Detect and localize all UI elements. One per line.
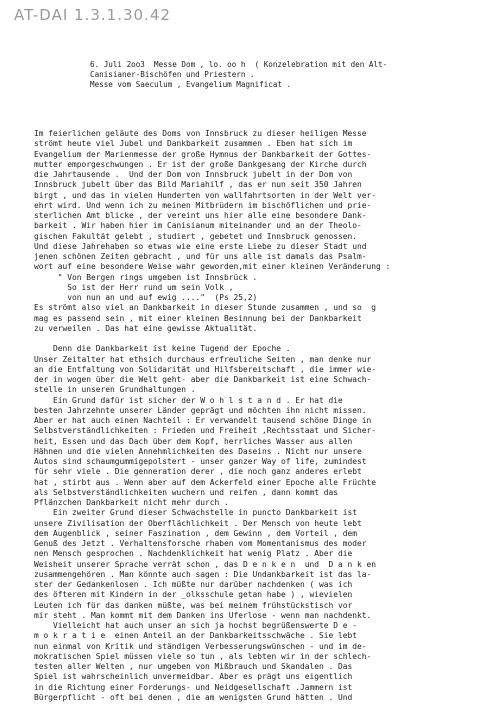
text-line: Ein Grund dafür ist sicher der W o h l s t a n d . Er hat die	[34, 395, 343, 405]
text-line: Es strömt also viel an Dankbarkeit in dieser Stunde zusammen , und so g	[34, 303, 377, 313]
text-line: Und diese Jahrehaben so etwas wie eine erste Liebe zu dieser Stadt und	[34, 241, 367, 251]
sermon-header	[90, 60, 387, 90]
sermon-body	[34, 129, 390, 703]
text-line: von nun an und auf ewig ...." (Ps 25,2)	[34, 293, 258, 302]
text-line: ehrt wird. Und wenn ich zu meinen Mitbrüdern im bischöflichen und prie-	[34, 200, 372, 210]
text-line: nen Mensch gesprochen . Nachdenklichkeit hat wenig Platz . Aber die	[34, 549, 353, 559]
text-line: m o k r a t i e einen Anteil an der Dankbarkeitsschwäche . Sie lebt	[34, 631, 358, 641]
archive-stamp: AT-DAI 1.3.1.30.42	[14, 6, 171, 24]
text-line: birgt , und das in vielen Hunderten von wallfahrtsorten in der Welt ver-	[34, 190, 377, 200]
text-line: in die Richtung einer Forderungs- und Neidgesellschaft .Jammern ist	[34, 682, 353, 692]
text-line: Evangelium der Marienmesse der große Hymnus der Dankbarkeit der Gottes-	[34, 149, 372, 159]
text-line: die Jahrtausende . Und der Dom von Innsbruck jubelt in der Dom von	[34, 170, 353, 179]
text-line: jenen schönen Zeiten gebracht , und für uns alle ist damals das Psalm-	[34, 252, 367, 261]
text-line: wort auf eine besondere Weise wahr geworden,mit einer kleinen Veränderung :	[34, 262, 391, 272]
text-line: Innsbruck jubelt über das Bild Mariahilf , das er nun seit 350 Jahren	[34, 180, 362, 190]
text-line: " Von Bergen rings umgeben ist Innsbrück .	[34, 272, 258, 282]
text-line: als Selbstverständlichkeiten wuchern und reifen , dann kommt das	[34, 487, 339, 497]
text-line: Messe vom Saeculum , Evangelium Magnificat .	[90, 80, 292, 89]
text-line: heit, Essen und das Dach über dem Kopf, herrliches Wasser aus allen	[34, 436, 353, 446]
text-line: zu verweilen . Das hat eine gewisse Aktualität.	[34, 323, 258, 333]
text-line: mokratischen Spiel müssen viele so tun , als lebten wir in der schlech-	[34, 651, 372, 661]
text-line: Canisianer-Bischöfen und Priestern .	[90, 70, 255, 79]
text-line: Im feierlichen geläute des Doms von Innsbruck zu dieser heiligen Messe	[34, 129, 367, 138]
text-line: Autos sind schaumgummigepolstert - unser ganzer Way of life, zumindest	[34, 457, 367, 466]
text-line: unsere Zivilisation der Oberflächlichkeit . Der Mensch von heute lebt	[34, 518, 362, 528]
text-line: Hähnen und die vielen Annehmlichkeiten des Daseins . Nicht nur unsere	[34, 446, 362, 456]
text-line: Ein zweiter Grund dieser Schwachstelle in puncto Dankbarkeit ist	[34, 508, 358, 518]
text-line: Aber er hat auch einen Nachteil : Er verwandelt tausend schöne Dinge in	[34, 416, 372, 425]
text-line: hat , stirbt aus . Wenn aber auf dem Ackerfeld einer Epoche alle Früchte	[34, 477, 377, 487]
text-line: strömt heute viel Jubel und Dankbarkeit zusammen . Eben hat sich im	[34, 139, 353, 149]
text-line: sterlichen Amt blicke , der vereint uns hier alle eine besondere Dank-	[34, 211, 367, 220]
text-line: gischen Fakultät gelebt , studiert , gebetet und Innsbruck genossen.	[34, 231, 358, 241]
text-line: dem Augenblick , seiner Faszination , dem Gewinn , dem Vorteil , dem	[34, 528, 358, 538]
text-line: Leuten ich für das danken müßte, was bei meinem frühstückstisch vor	[34, 600, 353, 610]
text-line: mag es passend sein , mit einer kleinen Besinnung bei der Dankbarkeit	[34, 313, 362, 323]
text-line	[34, 334, 390, 344]
text-line: Spiel ist wahrscheinlich unvermeidbar. Aber es prägt uns eigentlich	[34, 672, 353, 682]
text-line: des öfteren mit Kindern in der _olksschule getan habe ) , wievielen	[34, 590, 353, 600]
text-line: barkeit . Wir haben hier im Canisianum miteinander und an der Theolo-	[34, 221, 362, 231]
text-line: besten Jahrzehnte unserer Länder geprägt und möchten ihn nicht missen.	[34, 405, 367, 415]
text-line: an die Entfaltung von Solidarität und Hilfsbereitschaft , die immer wie-	[34, 364, 377, 374]
text-line: mutter emporgeschwungen . Er ist der große Dankgesang der Kirche durch	[34, 159, 367, 169]
text-line: mir steht . Man kommt mit dem Danken ins Uferlose - wenn man nachdenkt.	[34, 610, 372, 620]
text-line: 6. Juli 2oo3 Messe Dom , lo. oo h ( Konzelebration mit den Alt-	[90, 60, 388, 69]
text-line: Denn die Dankbarkeit ist keine Tugend der Epoche .	[34, 344, 291, 354]
text-line: Weisheit unserer Sprache verrät schon , das D e n k e n und D a n k en	[34, 559, 377, 569]
text-line: ster der Gedankenlosen . Ich müßte nur darüber nachdenken ( was ich	[34, 580, 353, 589]
text-line: Vielleicht hat auch unser an sich ja hochst begrüßenswerte D e -	[34, 621, 358, 630]
text-line: der in wogen über die Welt geht- aber die Dankbarkeit ist eine Schwach-	[34, 375, 372, 384]
text-line: für sehr viele . Die genneration derer , die noch ganz anderes erlebt	[34, 467, 362, 477]
text-line: stelle in unseren Grundhaltungen .	[34, 385, 196, 395]
text-line: Pflänzchen Dankbarkeit nicht mehr durch .	[34, 498, 229, 507]
text-line: So ist der Herr rund um sein Volk ,	[34, 282, 234, 292]
text-line: nun einmal von Kritik und ständigen Verbesserungswünschen - und im de-	[34, 641, 367, 651]
text-line: Unser Zeitalter hat ethsich durchaus erfreuliche Seiten , man denke nur	[34, 354, 372, 364]
text-line: testen aller Welten , nur umgeben von Mißbrauch und Skandalen . Das	[34, 662, 353, 671]
text-line: zusammengehören . Man könnte auch sagen : Die Undankbarkeit ist das la-	[34, 569, 372, 579]
text-line: Genuß des Jetzt . Verhaltensforsche rhaben vom Momentanismus des moder	[34, 539, 367, 548]
text-line: Selbstverständlichkeiten : Frieden und Freiheit ,Rechtsstaat und Sicher-	[34, 426, 377, 436]
text-line: Bürgerpflicht - oft bei denen , die am wenigsten Grund hätten . Und	[34, 692, 353, 702]
